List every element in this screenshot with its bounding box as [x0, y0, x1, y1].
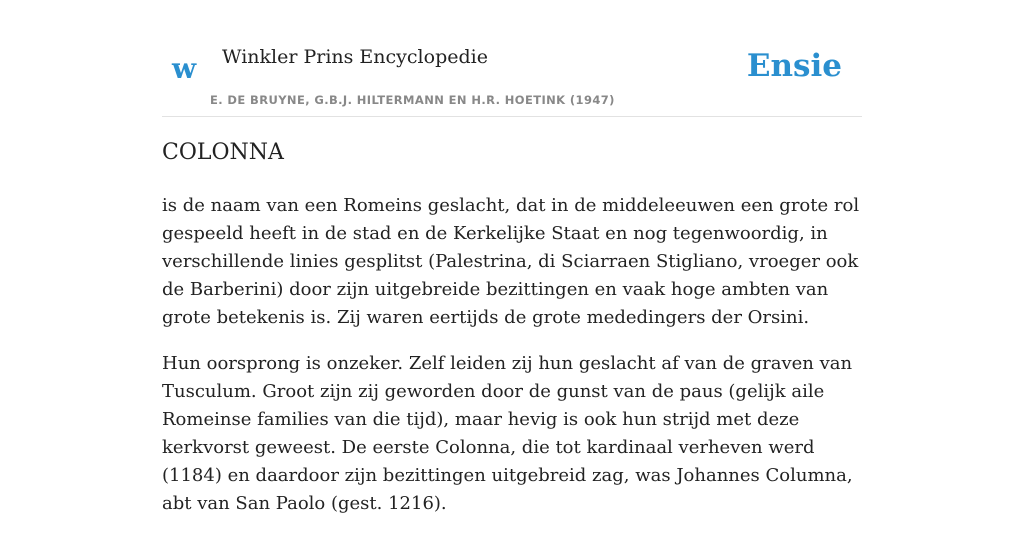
- publication-title[interactable]: Winkler Prins Encyclopedie: [222, 46, 488, 68]
- article-body: [162, 192, 862, 536]
- publication-authors: E. DE BRUYNE, G.B.J. HILTERMANN EN H.R. HOETINK (1947): [210, 93, 615, 107]
- article-paragraph: Hun oorsprong is onzeker. Zelf leiden zij hun geslacht af van de graven van Tusculum. Groot zijn zij geworden door de gunst van de paus (gelijk aile Romeinse families van die tijd), maar hevig is ook hun strijd met deze kerkvorst geweest. De eerste Colonna, die tot kardinaal verheven werd (1184) en daardoor zijn bezittingen uitgebreid zag, was Johannes Columna, abt van San Paolo (gest. 1216).: [162, 353, 853, 514]
- article-paragraph: is de naam van een Romeins geslacht, dat in de middeleeuwen een grote rol gespeeld heeft in de stad en de Kerkelijke Staat en nog tegenwoordig, in verschillende linies gesplitst (Palestrina, di Sciarraen Stigliano, vroeger ook de Barberini) door zijn uitgebreide bezittingen en vaak hoge ambten van grote betekenis is. Zij waren eertijds de grote mededingers der Orsini.: [162, 195, 860, 328]
- encyclopedia-logo-icon[interactable]: w: [172, 52, 197, 85]
- ensie-brand-logo[interactable]: Ensie: [746, 48, 842, 84]
- page-header: [162, 0, 862, 117]
- article-title: COLONNA: [162, 140, 284, 165]
